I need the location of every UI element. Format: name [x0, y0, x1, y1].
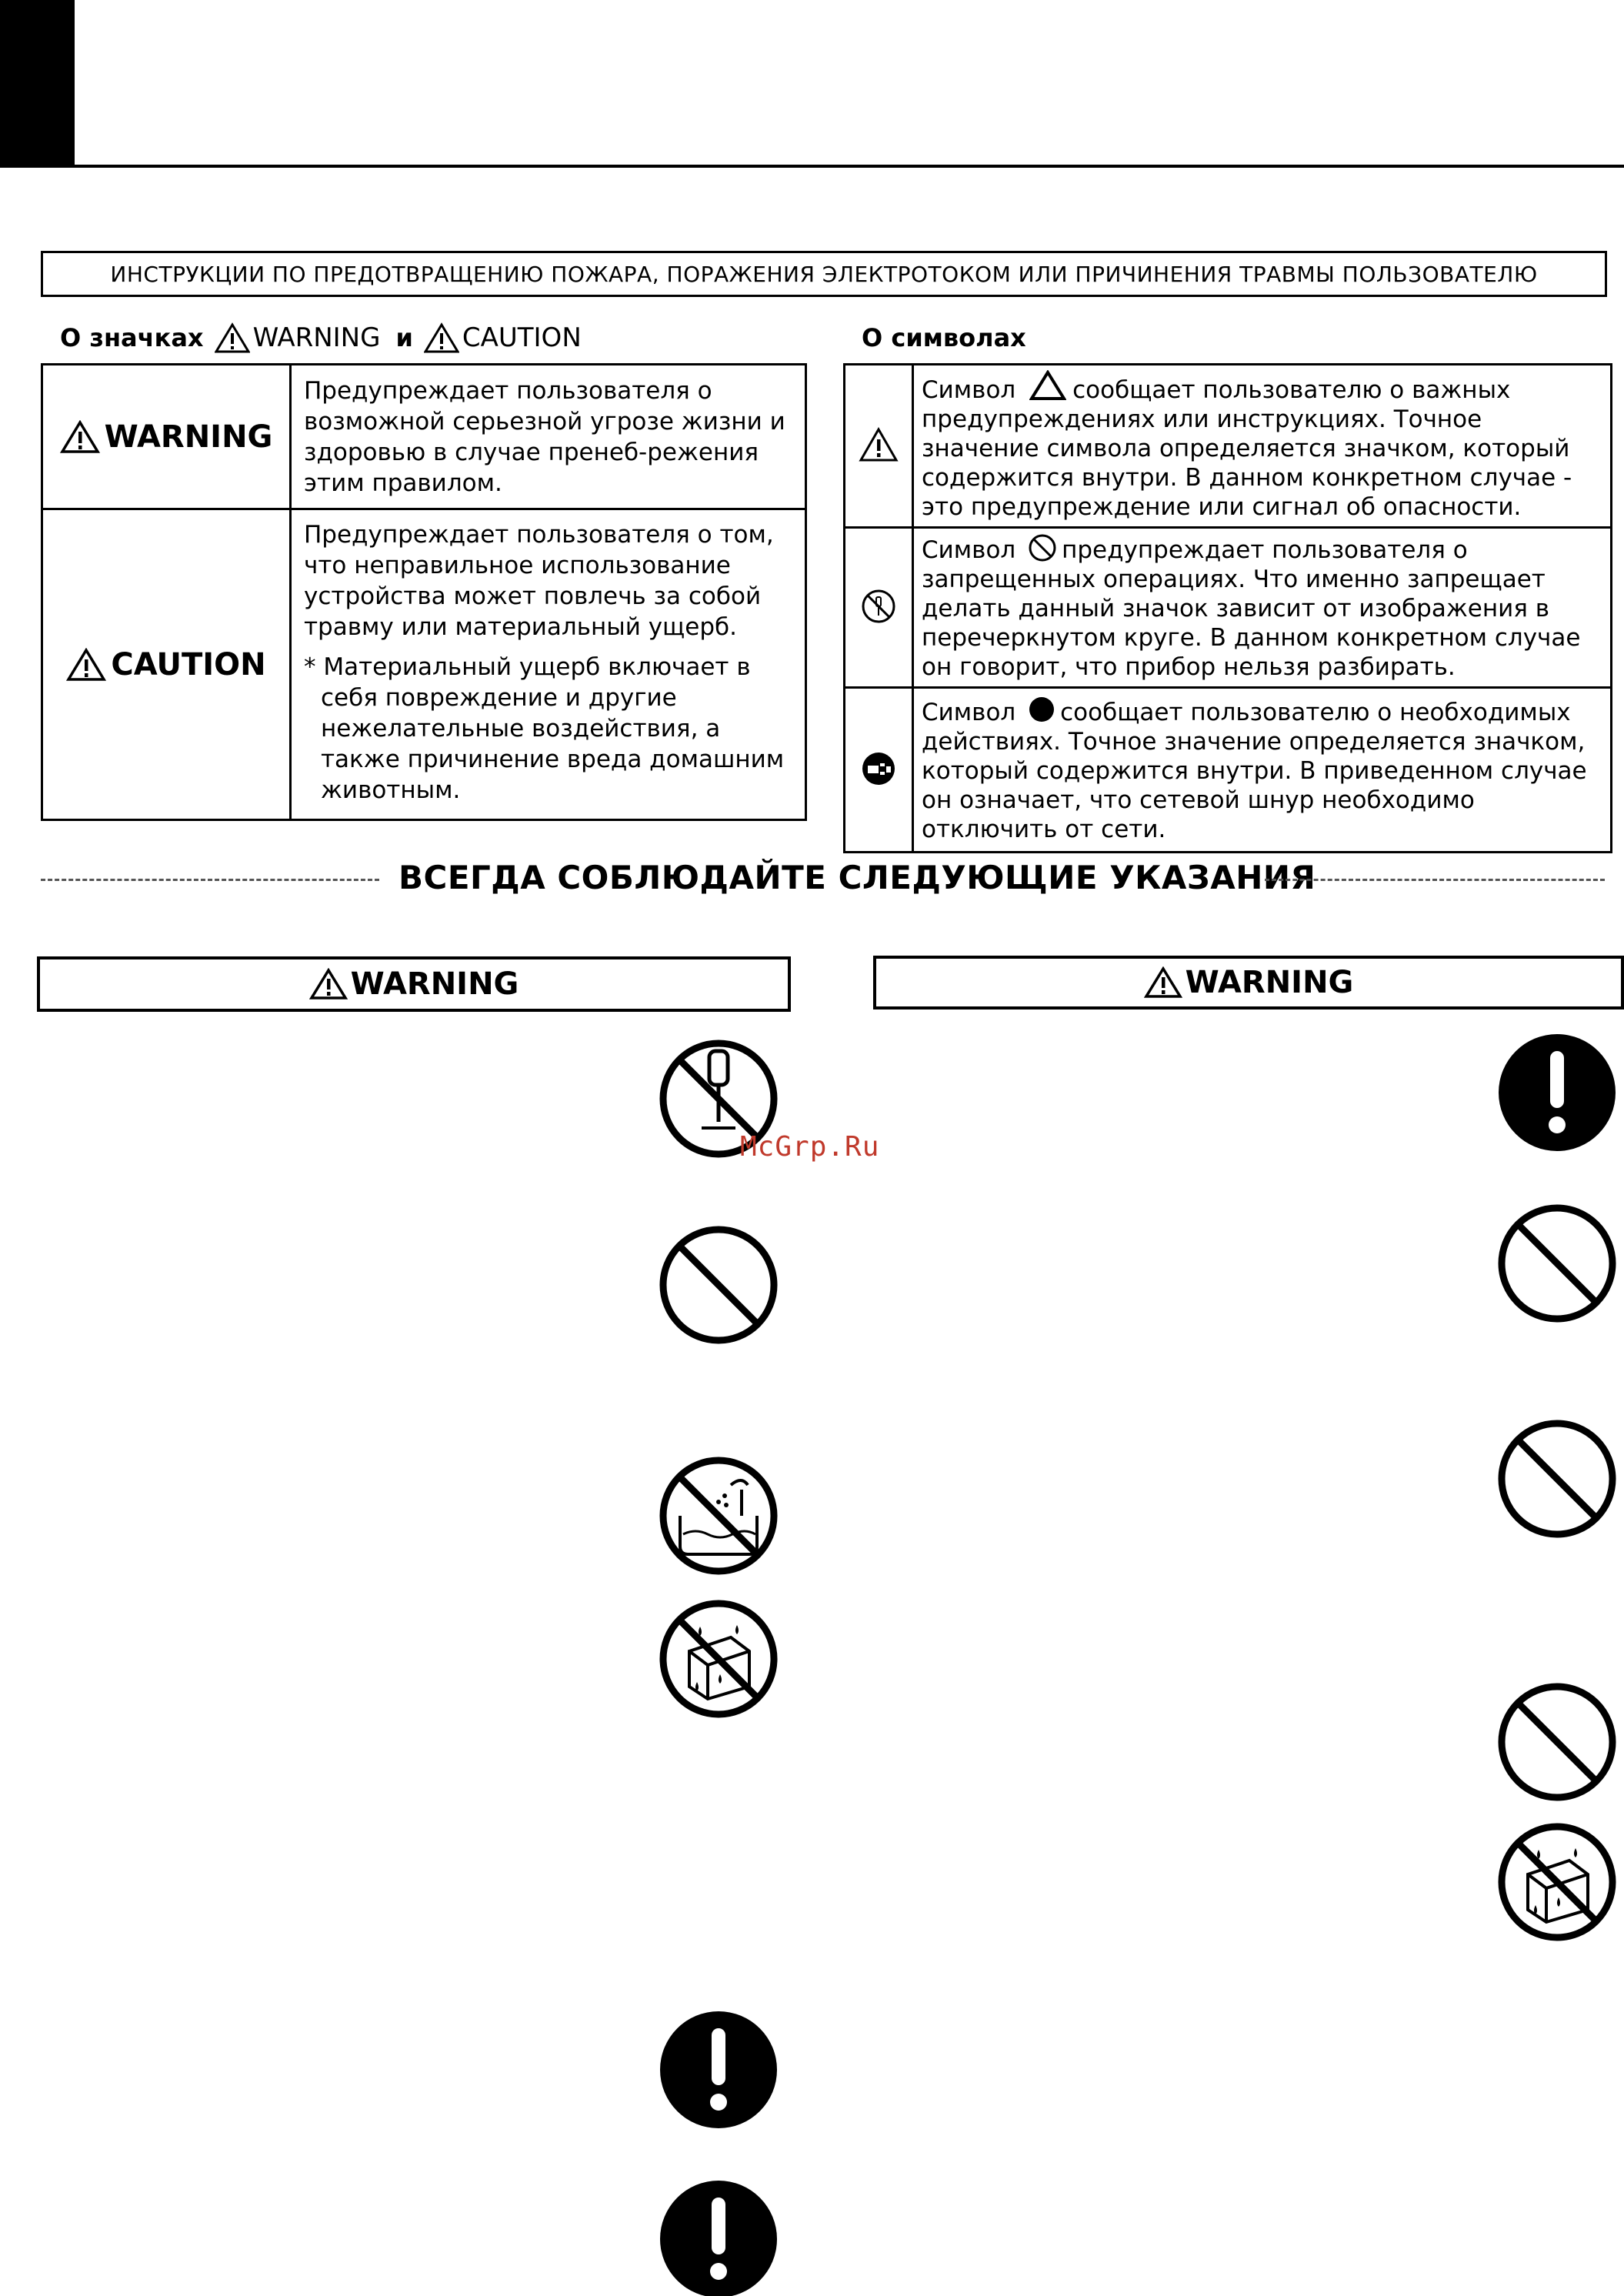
symbol-warning-description: Символ сообщает пользователю о важных предупреждениях или инструкциях. Точное значение символа определяется значком, который содержится внутри. В данном конкретном случае - это предупреждение или сигнал об опасности.	[922, 370, 1601, 522]
header-black-tab	[0, 0, 75, 168]
right-warning-box: WARNING	[873, 956, 1624, 1010]
signs-row-caution	[42, 509, 806, 820]
caution-note: * Материальный ущерб включает в себя повреждение и другие нежелательные воздействия, а также причинение вреда домашним животным.	[304, 653, 785, 804]
dashed-rule-right	[1265, 879, 1605, 881]
prohibit-symbol-icon	[1028, 533, 1057, 562]
warning-triangle-icon	[60, 420, 100, 454]
warning-triangle-icon	[424, 322, 459, 353]
unplug-icon	[860, 750, 897, 787]
triangle-symbol-icon	[1029, 370, 1066, 401]
signs-heading	[60, 319, 582, 357]
prohibit-icon	[1496, 1417, 1619, 1540]
warning-triangle-icon	[66, 648, 106, 682]
safety-notice-text: ИНСТРУКЦИИ ПО ПРЕДОТВРАЩЕНИЮ ПОЖАРА, ПОРАЖЕНИЯ ЭЛЕКТРОТОКОМ ИЛИ ПРИЧИНЕНИЯ ТРАВМЫ ПОЛЬЗОВАТЕЛЮ	[110, 261, 1538, 287]
always-heading: ВСЕГДА СОБЛЮДАЙТЕ СЛЕДУЮЩИЕ УКАЗАНИЯ	[398, 859, 1316, 896]
left-warning-box: WARNING	[37, 956, 791, 1012]
warning-triangle-icon	[859, 427, 899, 462]
prohibit-icon	[1496, 1680, 1619, 1804]
caution-description: Предупреждает пользователя о том, что неправильное использование устройства может повлечь за собой травму или материальный ущерб.	[304, 521, 774, 641]
signs-heading-caution: CAUTION	[462, 322, 582, 353]
symbols-row-warning	[845, 365, 1612, 528]
mandatory-action-icon	[657, 2178, 780, 2296]
warning-triangle-icon	[1144, 966, 1182, 999]
prohibit-icon	[1496, 1202, 1619, 1325]
mandatory-action-icon	[1496, 1031, 1619, 1154]
watermark: McGrp.Ru	[740, 1131, 880, 1163]
signs-heading-warning: WARNING	[252, 322, 381, 353]
keep-away-from-liquids-icon	[1496, 1820, 1619, 1944]
do-not-disassemble-icon	[860, 588, 897, 625]
symbol-prohibit-description: Символ предупреждает пользователя о запрещенных операциях. Что именно запрещает делать данный значок зависит от изображения в перечеркнутом круге. В данном конкретном случае он говорит, что прибор нельзя разбирать.	[922, 533, 1601, 682]
prohibit-icon	[657, 1223, 780, 1347]
safety-notice-banner	[41, 251, 1607, 297]
signs-heading-prefix: О значках	[60, 323, 204, 352]
signs-table	[41, 363, 807, 821]
dashed-rule-left	[41, 879, 379, 881]
signs-row-warning	[42, 365, 806, 509]
symbols-table	[843, 363, 1612, 853]
do-not-use-near-water-icon	[657, 1454, 780, 1577]
warning-description: Предупреждает пользователя о возможной серьезной угрозе жизни и здоровью в случае пренеб-режения этим правилом.	[304, 376, 785, 497]
warning-triangle-icon	[309, 968, 348, 1000]
header-rule	[75, 165, 1624, 168]
mandatory-action-icon	[657, 2008, 780, 2131]
warning-triangle-icon	[215, 322, 250, 353]
warning-label: WARNING	[44, 419, 288, 455]
symbols-row-prohibit	[845, 528, 1612, 688]
keep-away-from-liquids-icon	[657, 1597, 780, 1720]
signs-heading-and: и	[395, 323, 413, 352]
filled-circle-icon	[1028, 696, 1055, 723]
caution-label: CAUTION	[44, 647, 288, 682]
symbols-heading: О символах	[862, 323, 1026, 352]
symbol-mandatory-description: Символ сообщает пользователю о необходимых действиях. Точное значение определяется значком, который содержится внутри. В приведенном случае он означает, что сетевой шнур необходимо отключить от сети.	[922, 696, 1601, 844]
symbols-row-mandatory	[845, 688, 1612, 853]
